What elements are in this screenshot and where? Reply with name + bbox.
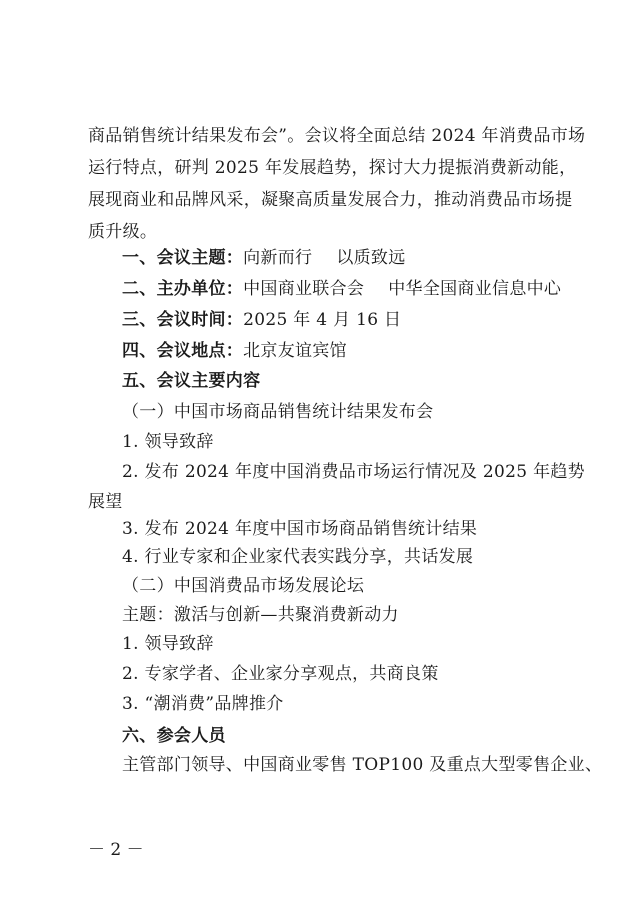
- time-label: 三、会议时间：: [122, 310, 244, 330]
- location-row: [122, 339, 347, 363]
- intro-line-3: 展现商业和品牌风采，凝聚高质量发展合力，推动消费品市场提: [88, 190, 573, 210]
- part1-item-3: 3. 发布 2024 年度中国市场商品销售统计结果: [122, 519, 478, 539]
- organizer-value-2: 中华全国商业信息中心: [388, 279, 562, 299]
- location-label: 四、会议地点：: [122, 341, 244, 361]
- part2-theme: 主题：激活与创新—共聚消费新动力: [122, 605, 399, 625]
- part2-item-2: 2. 专家学者、企业家分享观点，共商良策: [122, 664, 439, 684]
- part1-title: （一）中国市场商品销售统计结果发布会: [122, 402, 434, 422]
- page-number: － 2 －: [88, 840, 144, 860]
- part1-item-1: 1. 领导致辞: [122, 432, 214, 452]
- attendees-heading: 六、参会人员: [122, 726, 226, 746]
- organizer-row: [122, 277, 561, 301]
- intro-line-1: 商品销售统计结果发布会”。会议将全面总结 2024 年消费品市场: [88, 126, 586, 146]
- part2-title: （二）中国消费品市场发展论坛: [122, 576, 365, 596]
- theme-label: 一、会议主题：: [122, 248, 244, 268]
- organizer-value: 中国商业联合会: [243, 279, 365, 299]
- part1-item-2: 2. 发布 2024 年度中国消费品市场运行情况及 2025 年趋势: [122, 462, 585, 482]
- part2-item-1: 1. 领导致辞: [122, 634, 214, 654]
- organizer-label: 二、主办单位：: [122, 279, 244, 299]
- part1-item-2-continued: 展望: [88, 492, 123, 512]
- attendees-line: 主管部门领导、中国商业零售 TOP100 及重点大型零售企业、: [122, 755, 603, 775]
- intro-line-2: 运行特点，研判 2025 年发展趋势，探讨大力提振消费新动能，: [88, 158, 577, 178]
- theme-value: 向新而行: [243, 248, 313, 268]
- time-row: [122, 308, 401, 332]
- location-value: 北京友谊宾馆: [243, 341, 347, 361]
- content-heading: 五、会议主要内容: [122, 371, 261, 391]
- intro-line-4: 质升级。: [88, 222, 158, 242]
- theme-value-2: 以质致远: [336, 248, 406, 268]
- part2-item-3: 3. “潮消费”品牌推介: [122, 694, 284, 714]
- time-value: 2025 年 4 月 16 日: [243, 310, 402, 330]
- theme-row: [122, 246, 406, 270]
- part1-item-4: 4. 行业专家和企业家代表实践分享，共话发展: [122, 547, 474, 567]
